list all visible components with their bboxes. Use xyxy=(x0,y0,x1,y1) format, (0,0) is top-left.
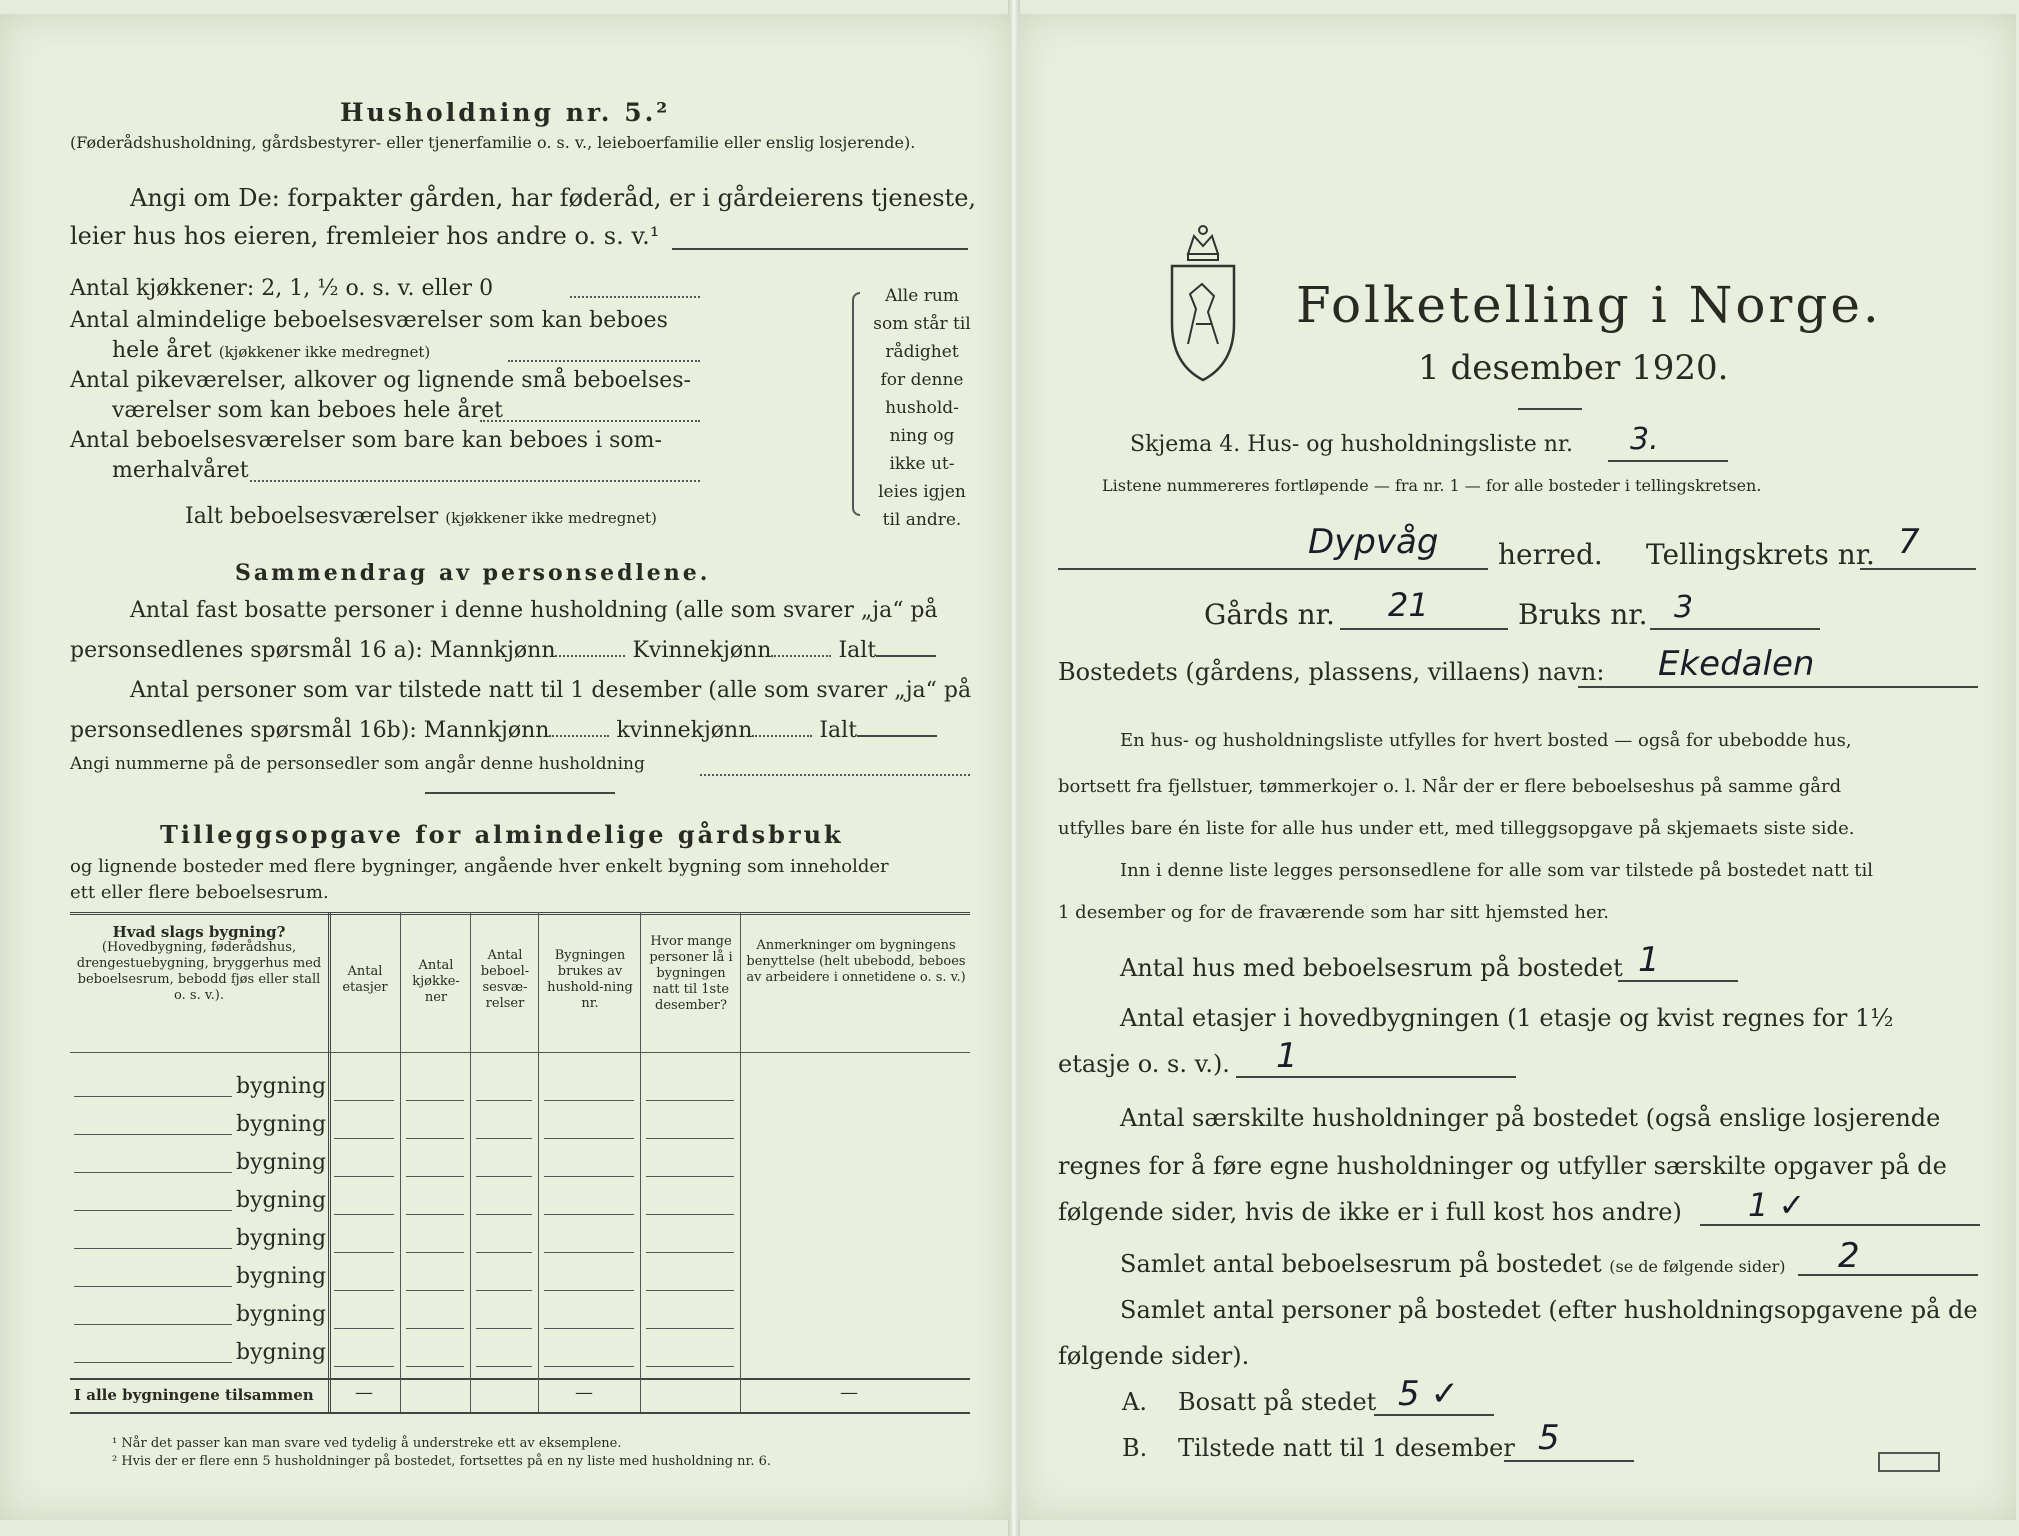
angi-answer-line xyxy=(672,248,968,250)
table-row xyxy=(70,1336,970,1374)
cell-answer-line xyxy=(406,1138,464,1139)
cell-answer-line xyxy=(476,1328,532,1329)
col-bygning-head xyxy=(76,924,322,1004)
household-title: Husholdning nr. 5.² xyxy=(340,98,671,127)
col-etasjer-head: Antal etasjer xyxy=(342,964,388,995)
bygning-label: bygning xyxy=(236,1340,327,1365)
sommer-line-1: Antal beboelsesværelser som bare kan beboes i som- xyxy=(70,428,662,453)
bosatt-letter: A. xyxy=(1122,1388,1147,1416)
cell-answer-line xyxy=(406,1366,464,1367)
bygning-label: bygning xyxy=(236,1264,327,1289)
kjokkener-dots xyxy=(570,296,700,298)
footnote-1: ¹ Når det passer kan man svare ved tydelig å understreke ett av eksemplene. xyxy=(112,1436,622,1451)
samlet-pers-line-2: følgende sider). xyxy=(1058,1342,1250,1370)
saerskilte-answer-line xyxy=(1700,1224,1980,1226)
almindelige-line-2 xyxy=(112,338,430,363)
herred-answer-line xyxy=(1058,568,1488,570)
samm-line-3: Antal personer som var tilstede natt til 1 desember (alle som svarer „ja“ på xyxy=(130,678,972,703)
info-line-1: En hus- og husholdningsliste utfylles for hvert bosted — også for ubebodde hus, xyxy=(1120,730,1852,751)
bracket xyxy=(852,292,860,516)
cell-answer-line xyxy=(544,1290,634,1291)
tillegg-line-2: ett eller flere beboelsesrum. xyxy=(70,882,329,903)
samm-line-1: Antal fast bosatte personer i denne husholdning (alle som svarer „ja“ på xyxy=(130,598,938,623)
etasjer-value: 1 xyxy=(1276,1036,1298,1076)
hus-value: 1 xyxy=(1638,940,1660,980)
bruks-value: 3 xyxy=(1674,590,1694,625)
bygning-name-line xyxy=(74,1248,232,1249)
table-row xyxy=(70,1184,970,1222)
table-row xyxy=(70,1222,970,1260)
cell-answer-line xyxy=(544,1252,634,1253)
bracket-note-line: hushold- xyxy=(885,398,959,418)
cell-answer-line xyxy=(544,1328,634,1329)
info-line-5: 1 desember og for de fraværende som har sitt hjemsted her. xyxy=(1058,902,1609,923)
col-personer-head: Hvor mange personer lå i bygningen natt til 1ste desember? xyxy=(649,934,733,1013)
bygning-name-line xyxy=(74,1096,232,1097)
census-date: 1 desember 1920. xyxy=(1418,348,1729,388)
col-bygning-title: Hvad slags bygning? xyxy=(112,923,286,941)
samlet-rum-value: 2 xyxy=(1838,1236,1860,1276)
skjema-value: 3. xyxy=(1630,422,1659,457)
tilstede-label: Tilstede natt til 1 desember xyxy=(1178,1434,1515,1462)
bracket-note-line: for denne xyxy=(880,370,964,390)
bosatt-answer-line xyxy=(1374,1414,1494,1416)
tellingskrets-value: 7 xyxy=(1898,522,1920,562)
sommer-dots xyxy=(250,480,700,482)
bygning-label: bygning xyxy=(236,1150,327,1175)
bygning-label: bygning xyxy=(236,1188,327,1213)
bracket-note-line: til andre. xyxy=(882,510,962,530)
tillegg-line-1: og lignende bosteder med flere bygninger, angående hver enkelt bygning som inneholder xyxy=(70,856,889,877)
bosted-value: Ekedalen xyxy=(1658,644,1815,684)
samm-kvinnekjonn-2: kvinnekjønn xyxy=(616,718,753,743)
bracket-note-line: Alle rum xyxy=(885,286,959,306)
info-line-2: bortsett fra fjellstuer, tømmerkojer o. l. Når der er flere beboelseshus på samme gård xyxy=(1058,776,1842,797)
bracket-note xyxy=(862,282,982,534)
ialt-text: Ialt beboelsesværelser xyxy=(185,504,439,529)
sammendrag-title: Sammendrag av personsedlene. xyxy=(235,560,711,586)
col-husholdning-head: Bygningen brukes av hushold-ning nr. xyxy=(547,948,633,1011)
cell-answer-line xyxy=(406,1252,464,1253)
samm-mannkjonn-2: personsedlenes spørsmål 16b): Mannkjønn xyxy=(70,718,550,743)
tellingskrets-label: Tellingskrets nr. xyxy=(1646,538,1875,571)
bygning-name-line xyxy=(74,1134,232,1135)
cell-answer-line xyxy=(646,1138,734,1139)
total-label: I alle bygningene tilsammen xyxy=(74,1386,314,1404)
pike-line-1: Antal pikeværelser, alkover og lignende små beboelses- xyxy=(70,368,691,393)
ialt-note: (kjøkkener ikke medregnet) xyxy=(445,509,657,527)
table-row xyxy=(70,1260,970,1298)
gards-label: Gårds nr. xyxy=(1204,598,1335,631)
cell-answer-line xyxy=(476,1100,532,1101)
bygning-name-line xyxy=(74,1210,232,1211)
cell-answer-line xyxy=(334,1100,394,1101)
cell-answer-line xyxy=(406,1328,464,1329)
cell-answer-line xyxy=(476,1252,532,1253)
coat-of-arms-icon xyxy=(1166,214,1240,384)
bruks-answer-line xyxy=(1650,628,1820,630)
etasjer-line-2: etasje o. s. v.). xyxy=(1058,1050,1230,1078)
samm-ialt-2: Ialt xyxy=(819,718,858,743)
bygning-name-line xyxy=(74,1172,232,1173)
herred-label: herred. xyxy=(1498,538,1603,571)
right-page xyxy=(1018,14,2016,1520)
hus-answer-line xyxy=(1618,980,1738,982)
cell-answer-line xyxy=(544,1100,634,1101)
bracket-note-line: ning og xyxy=(889,426,955,446)
printer-stamp xyxy=(1878,1452,1940,1472)
cell-answer-line xyxy=(334,1138,394,1139)
cell-answer-line xyxy=(646,1366,734,1367)
bygning-label: bygning xyxy=(236,1112,327,1137)
gards-answer-line xyxy=(1340,628,1508,630)
saerskilte-line-2: regnes for å føre egne husholdninger og utfyller særskilte opgaver på de xyxy=(1058,1152,1947,1180)
skjema-line: Skjema 4. Hus- og husholdningsliste nr. xyxy=(1130,432,1573,457)
kjokkener-label: Antal kjøkkener: 2, 1, ½ o. s. v. eller 0 xyxy=(70,276,494,301)
cell-answer-line xyxy=(334,1328,394,1329)
hus-label: Antal hus med beboelsesrum på bostedet xyxy=(1120,954,1623,982)
cell-answer-line xyxy=(544,1366,634,1367)
building-table xyxy=(70,912,970,1412)
col-vaerelser-head: Antal beboel-sesvæ-relser xyxy=(480,948,530,1011)
samlet-rum-line xyxy=(1120,1250,1785,1278)
etasjer-answer-line xyxy=(1236,1076,1516,1078)
cell-answer-line xyxy=(646,1100,734,1101)
almindelige-dots xyxy=(508,360,700,362)
angi-line-2: leier hus hos eieren, fremleier hos andre o. s. v.¹ xyxy=(70,222,660,250)
info-line-4: Inn i denne liste legges personsedlene for alle som var tilstede på bostedet natt til xyxy=(1120,860,1874,881)
samm-ialt: Ialt xyxy=(838,638,877,663)
table-row xyxy=(70,1146,970,1184)
bosted-label: Bostedets (gårdens, plassens, villaens) navn: xyxy=(1058,658,1605,686)
cell-answer-line xyxy=(334,1290,394,1291)
cell-answer-line xyxy=(476,1176,532,1177)
bosatt-value: 5 ✓ xyxy=(1398,1374,1459,1414)
cell-answer-line xyxy=(476,1366,532,1367)
gards-value: 21 xyxy=(1388,586,1429,624)
saerskilte-value: 1 ✓ xyxy=(1748,1186,1806,1224)
bosatt-label: Bosatt på stedet xyxy=(1178,1388,1377,1416)
tilstede-value: 5 xyxy=(1538,1418,1560,1458)
cell-answer-line xyxy=(334,1214,394,1215)
ialt-line xyxy=(185,504,657,529)
col-kjokkener-head: Antal kjøkke-ner xyxy=(412,958,460,1005)
tillegg-title: Tilleggsopgave for almindelige gårdsbruk xyxy=(160,820,844,849)
cell-answer-line xyxy=(646,1252,734,1253)
total-dash-husholdning: — xyxy=(575,1382,593,1403)
saerskilte-line-3: følgende sider, hvis de ikke er i full kost hos andre) xyxy=(1058,1198,1682,1226)
samm-line-5: Angi nummerne på de personsedler som angår denne husholdning xyxy=(70,754,645,774)
cell-answer-line xyxy=(406,1214,464,1215)
samlet-rum-label: Samlet antal beboelsesrum på bostedet xyxy=(1120,1250,1602,1278)
section-divider xyxy=(425,792,615,794)
cell-answer-line xyxy=(334,1252,394,1253)
total-dash-etasjer: — xyxy=(355,1382,373,1403)
bygning-label: bygning xyxy=(236,1074,327,1099)
title-divider xyxy=(1518,408,1582,410)
cell-answer-line xyxy=(544,1214,634,1215)
bracket-note-line: rådighet xyxy=(885,342,959,362)
tilstede-answer-line xyxy=(1504,1460,1634,1462)
bracket-note-line: ikke ut- xyxy=(889,454,955,474)
cell-answer-line xyxy=(476,1290,532,1291)
angi-line-1: Angi om De: forpakter gården, har føderåd, er i gårdeierens tjeneste, xyxy=(130,184,977,212)
census-title: Folketelling i Norge. xyxy=(1296,276,1882,334)
cell-answer-line xyxy=(406,1290,464,1291)
household-note: (Føderådshusholdning, gårdsbestyrer- eller tjenerfamilie o. s. v., leieboerfamilie eller enslig losjerende). xyxy=(70,133,916,152)
table-row xyxy=(70,1298,970,1336)
cell-answer-line xyxy=(646,1290,734,1291)
cell-answer-line xyxy=(646,1176,734,1177)
listene-note: Listene nummereres fortløpende — fra nr. 1 — for alle bosteder i tellingskretsen. xyxy=(1102,476,1762,495)
pike-dots xyxy=(480,420,700,422)
left-page xyxy=(0,14,1010,1520)
bosted-answer-line xyxy=(1578,686,1978,688)
samlet-rum-answer-line xyxy=(1798,1274,1978,1276)
samm-mannkjonn: personsedlenes spørsmål 16 a): Mannkjønn xyxy=(70,638,556,663)
cell-answer-line xyxy=(334,1366,394,1367)
samlet-rum-note: (se de følgende sider) xyxy=(1609,1257,1786,1276)
bracket-note-line: som står til xyxy=(873,314,971,334)
bygning-label: bygning xyxy=(236,1226,327,1251)
bygning-name-line xyxy=(74,1324,232,1325)
footnote-2: ² Hvis der er flere enn 5 husholdninger på bostedet, fortsettes på en ny liste med husholdning nr. 6. xyxy=(112,1454,772,1469)
cell-answer-line xyxy=(406,1176,464,1177)
bygning-name-line xyxy=(74,1362,232,1363)
bruks-label: Bruks nr. xyxy=(1518,598,1648,631)
samm-kvinnekjonn: Kvinnekjønn xyxy=(632,638,772,663)
tilstede-letter: B. xyxy=(1122,1434,1148,1462)
almindelige-text: hele året xyxy=(112,338,212,363)
almindelige-line-1: Antal almindelige beboelsesværelser som kan beboes xyxy=(70,308,668,333)
etasjer-line-1: Antal etasjer i hovedbygningen (1 etasje og kvist regnes for 1½ xyxy=(1120,1004,1894,1032)
sommer-line-2: merhalvåret xyxy=(112,458,249,483)
cell-answer-line xyxy=(544,1138,634,1139)
almindelige-note: (kjøkkener ikke medregnet) xyxy=(218,343,431,361)
samm-line-5-dots xyxy=(700,774,970,776)
cell-answer-line xyxy=(406,1100,464,1101)
cell-answer-line xyxy=(476,1138,532,1139)
cell-answer-line xyxy=(646,1328,734,1329)
col-bygning-note: (Hovedbygning, føderådshus, drengestuebygning, bryggerhus med beboelsesrum, bebodd fjøs eller stall o. s. v.). xyxy=(76,940,322,1003)
table-row xyxy=(70,1108,970,1146)
bygning-name-line xyxy=(74,1286,232,1287)
tellingskrets-answer-line xyxy=(1860,568,1976,570)
info-line-3: utfylles bare én liste for alle hus under ett, med tilleggsopgave på skjemaets siste side. xyxy=(1058,818,1855,839)
samlet-pers-line-1: Samlet antal personer på bostedet (efter husholdningsopgavene på de xyxy=(1120,1296,1978,1324)
total-dash-anmerkninger: — xyxy=(840,1382,858,1403)
cell-answer-line xyxy=(544,1176,634,1177)
skjema-answer-line xyxy=(1608,460,1728,462)
saerskilte-line-1: Antal særskilte husholdninger på bostedet (også enslige losjerende xyxy=(1120,1104,1941,1132)
samm-line-2 xyxy=(70,638,936,663)
cell-answer-line xyxy=(646,1214,734,1215)
cell-answer-line xyxy=(334,1176,394,1177)
bygning-label: bygning xyxy=(236,1302,327,1327)
pike-line-2: værelser som kan beboes hele året xyxy=(112,398,503,423)
cell-answer-line xyxy=(476,1214,532,1215)
col-anmerkninger-head: Anmerkninger om bygningens benyttelse (helt ubebodd, beboes av arbeidere i onnetidene o. s. v.) xyxy=(746,938,966,985)
herred-value: Dypvåg xyxy=(1308,522,1439,562)
samm-line-4 xyxy=(70,718,937,743)
table-row xyxy=(70,1070,970,1108)
bracket-note-line: leies igjen xyxy=(878,482,966,502)
